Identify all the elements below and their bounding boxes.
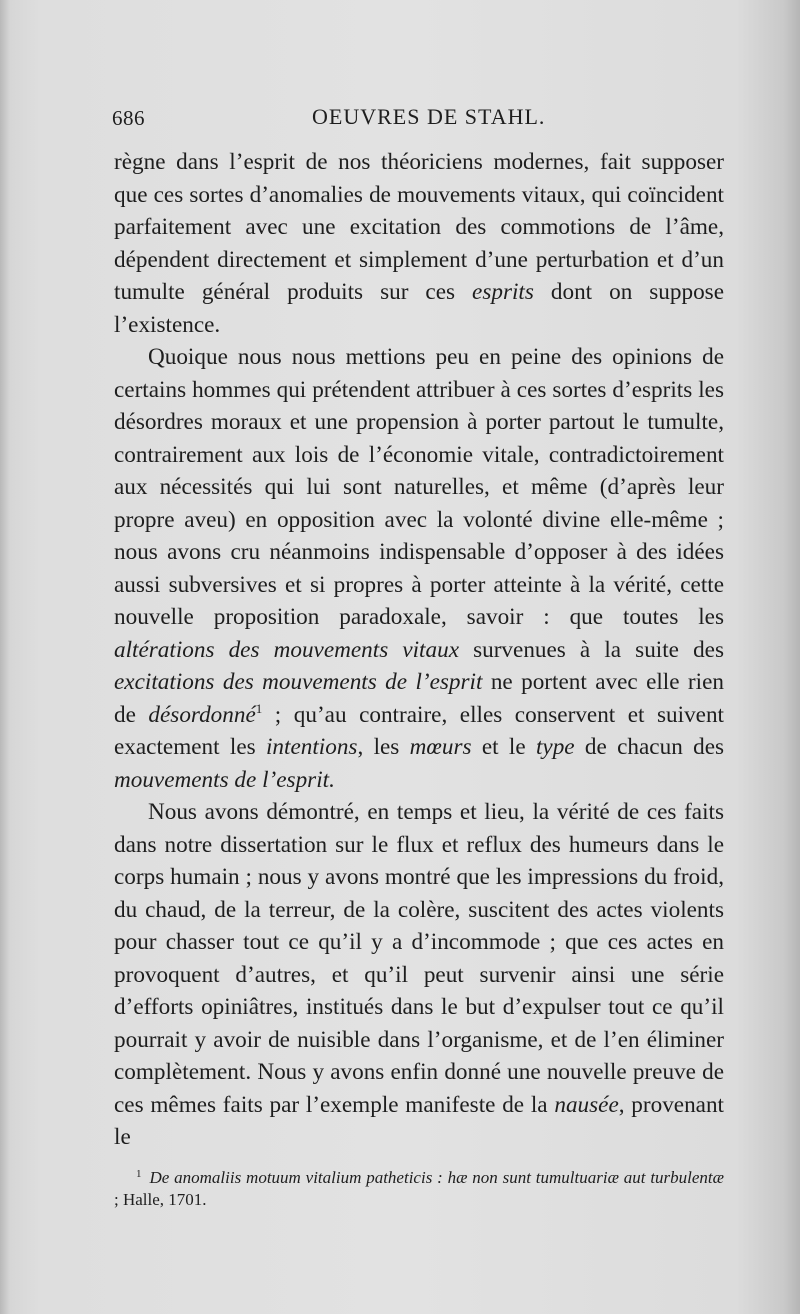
italic-text-run: excitations des mouvements de l’esprit [114, 669, 483, 695]
text-run: Nous avons démontré, en temps et lieu, la vérité de ces faits dans notre dissertation sur le flux et reflux des humeurs dans le corps humain ; nous y avons montré que les impressions du froid, du chaud, de la terreur, de la colère, suscitent des actes violents pour chasser tout ce qu’il y a d’incommode ; que ces actes en provoquent d’autres, et qu’il peut survenir ainsi une série d’efforts opiniâtres, institués dans le but d’expulser tout ce qu’il pourrait y avoir de nuisible dans l’organisme, et de l’en éliminer complètement. Nous y avons enfin donné une nouvelle preuve de ces mêmes faits par l’exemple manifeste de la [114, 799, 724, 1118]
text-run: et le [471, 734, 536, 760]
italic-text-run: désordonné [148, 701, 256, 728]
italic-text-run: De anomaliis motuum vitalium patheticis : hæ non sunt tumultuariæ aut turbulentæ [149, 1168, 724, 1187]
paragraph [114, 146, 724, 341]
footnote-reference: 1 [255, 700, 263, 716]
text-run: , provenant le [114, 1091, 725, 1150]
italic-text-run: intentions [265, 734, 358, 760]
italic-text-run: altérations des mouvements vitaux [114, 636, 459, 663]
italic-text-run: nausée [554, 1091, 619, 1118]
footnote [114, 1163, 724, 1211]
italic-text-run: esprits [472, 279, 534, 305]
text-run: ; Halle, 1701. [114, 1190, 207, 1209]
text-run: , les [357, 734, 410, 760]
italic-text-run: mœurs [409, 734, 472, 760]
page-header [112, 106, 724, 136]
paragraph [114, 341, 724, 796]
body-text [114, 146, 724, 1154]
footnote-text [114, 1168, 724, 1209]
page-number: 686 [112, 106, 145, 130]
italic-text-run: type [535, 734, 575, 760]
paragraph [114, 796, 724, 1154]
text-run: dont on suppose l’existence. [114, 279, 724, 338]
text-run: règne dans l’esprit de nos théoriciens modernes, fait supposer que ces sortes d’anomalies de mouvements vitaux, qui coïncident parfaitement avec une excitation des commotions de l’âme, dépendent directement et simplement d’une perturbation et d’un tumulte général produits sur ces [114, 149, 724, 305]
text-run: de chacun des [574, 734, 725, 760]
text-run: ne portent avec elle rien de [114, 669, 724, 728]
text-run: survenues à la suite des [458, 636, 724, 663]
text-run: ; qu’au contraire, elles conservent et suivent exactement les [114, 701, 724, 760]
footnote-mark: 1 [136, 1168, 142, 1180]
text-run: Quoique nous nous mettions peu en peine des opinions de certains hommes qui prétendent attribuer à ces sortes d’esprits les désordres moraux et une propension à porter partout le tumulte, contrairement aux lois de l’économie vitale, contradictoirement aux nécessités qui lui sont naturelles, et même (d’après leur propre aveu) en opposition avec la volonté divine elle-même ; nous avons cru néanmoins indispensable d’opposer à des idées aussi subversives et si propres à porter atteinte à la vérité, cette nouvelle proposition paradoxale, savoir : que toutes les [114, 344, 724, 630]
italic-text-run: mouvements de l’esprit. [114, 766, 335, 793]
running-title: OEUVRES DE STAHL. [312, 104, 546, 129]
